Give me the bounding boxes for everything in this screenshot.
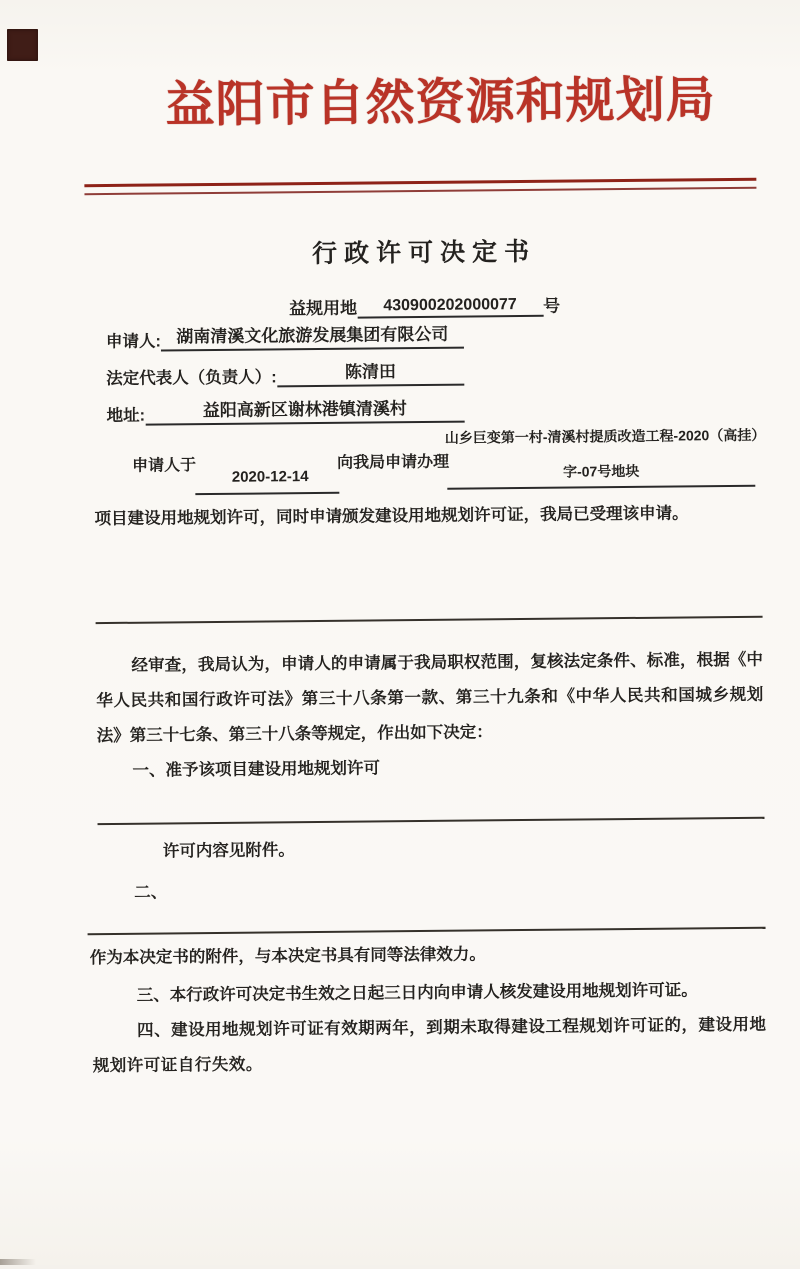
decision-two: 二、 [134,883,168,902]
legal-rep-label: 法定代表人（负责人）: [106,368,277,389]
decision-four-block [92,1008,767,1084]
letterhead-rule-top [84,178,756,187]
decision-four: 四、建设用地规划许可证有效期两年，到期未取得建设工程规划许可证的，建设用地规划许可证自行失效。 [92,1015,767,1076]
docno-suffix: 号 [542,296,561,316]
applicant-value: 湖南清溪文化旅游发展集团有限公司 [161,320,464,352]
project-name-line2: 字-07号地块 [562,462,640,480]
section-rule-3 [88,927,766,936]
applicant-label: 申请人: [105,332,161,352]
field-applicant [106,320,464,352]
review-paragraph: 经审查，我局认为，申请人的申请属于我局职权范围，复核法定条件、标准，根据《中华人民共和国行政许可法》第三十八条第一款、第三十九条和《中华人民共和国城乡规划法》第三十七条、第三十八条等规定，作出如下决定： [96,650,764,746]
letterhead-rule-bottom [84,187,756,195]
address-label: 地址: [106,406,146,426]
legal-rep-value: 陈清田 [277,357,465,388]
decision-three: 三、本行政许可决定书生效之日起三日内向申请人核发建设用地规划许可证。 [136,981,698,1005]
attachment-note: 许可内容见附件。 [162,841,295,861]
docno-number: 430900202000077 [357,296,543,319]
document-number-line [89,290,759,321]
review-paragraph-block [96,643,764,789]
field-address [106,394,464,426]
application-date: 2020-12-14 [231,468,309,486]
section-rule-2 [98,817,765,825]
agency-letterhead: 益阳市自然资源和规划局 [165,73,716,133]
application-lead-text: 申请人于 [132,457,197,475]
section-rule-1 [96,616,763,624]
application-date-underline [195,492,339,495]
attachment-clause: 作为本决定书的附件，与本决定书具有同等法律效力。 [89,945,486,968]
decision-one: 一、准予该项目建设用地规划许可 [132,759,381,780]
address-value: 益阳高新区谢林港镇清溪村 [145,394,465,426]
project-name-underline [447,485,755,490]
field-legal-representative [106,357,464,389]
application-continuation: 项目建设用地规划许可，同时申请颁发建设用地规划许可证，我局已受理该申请。 [94,504,689,529]
document-title: 行政许可决定书 [311,238,537,269]
docno-prefix: 益规用地 [288,298,358,319]
application-middle-text: 向我局申请办理 [336,453,450,472]
project-name-line1: 山乡巨变第一村-清溪村提质改造工程-2020（高挂） [444,426,766,446]
